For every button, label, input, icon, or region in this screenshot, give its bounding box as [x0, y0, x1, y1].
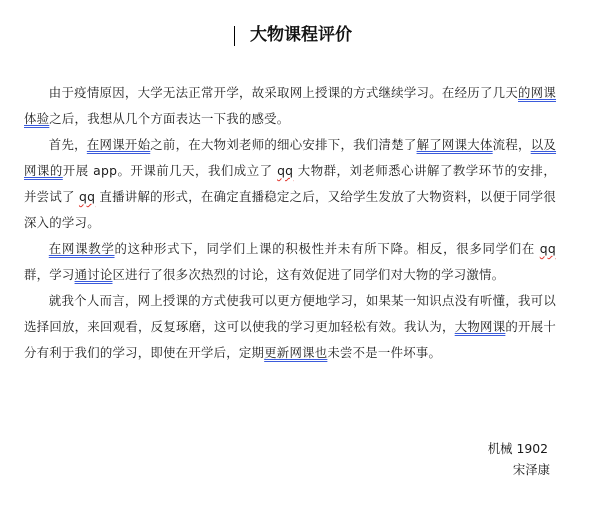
spellcheck-underline: qq	[78, 189, 96, 204]
spellcheck-underline: qq	[277, 163, 294, 178]
text-run: 未尝不是一件坏事。	[327, 345, 442, 360]
grammar-underline: 通讨论	[74, 267, 113, 282]
signature-class[interactable]: 机械 1902	[487, 441, 548, 456]
grammar-underline: 在网课开始	[86, 137, 151, 152]
text-run: 之后，我想从几个方面表达一下我的感受。	[49, 111, 290, 126]
document-title[interactable]: 大物课程评价	[250, 25, 352, 45]
text-run: 直播讲解的形式，在确定直播稳定之后，又给学生发放了大物资料，以便于同学很深入的学习。	[24, 189, 556, 230]
body-paragraph-3[interactable]	[24, 236, 556, 288]
grammar-underline: 在网课教学	[48, 241, 115, 256]
text-run: 群，学习	[24, 267, 75, 282]
grammar-underline: 更新网课也	[264, 345, 328, 360]
text-run: 首先，	[48, 137, 87, 152]
grammar-underline: 的网课体验	[24, 85, 557, 126]
grammar-underline: 大物网课	[454, 319, 506, 334]
document-body[interactable]	[24, 80, 556, 366]
body-paragraph-4[interactable]	[24, 288, 556, 366]
text-run: 开展 app。开课前几天，我们成立了	[62, 163, 278, 178]
text-run: 区进行了很多次热烈的讨论，这有效促进了同学们对大物的学习激情。	[112, 267, 505, 282]
text-run: 的开展十分有利于我们的学习，即使在开学后，定期	[24, 319, 557, 360]
grammar-underline: 解了网课大体	[416, 137, 493, 152]
spellcheck-underline: qq	[539, 241, 556, 256]
body-paragraph-1[interactable]	[24, 80, 556, 132]
grammar-underline: 以及网课的	[24, 137, 557, 178]
text-run: 大物群，刘老师悉心讲解了教学环节的安排，并尝试了	[24, 163, 557, 204]
signature-name[interactable]: 宋泽康	[512, 462, 550, 477]
body-paragraph-2[interactable]	[24, 132, 556, 236]
text-run: 之前，在大物刘老师的细心安排下，我们清楚了	[150, 137, 417, 152]
text-run: 流程，	[492, 137, 531, 152]
text-run: 由于疫情原因，大学无法正常开学，故采取网上授课的方式继续学习。在经历了几天	[48, 85, 518, 100]
text-run: 就我个人而言，网上授课的方式使我可以更方便地学习，如果某一知识点没有听懂，我可以选择回放，来回观看，反复琢磨，这可以使我的学习更加轻松有效。我认为，	[24, 293, 556, 334]
text-run: 的这种形式下，同学们上课的积极性并未有所下降。相反，很多同学们在	[114, 241, 540, 256]
